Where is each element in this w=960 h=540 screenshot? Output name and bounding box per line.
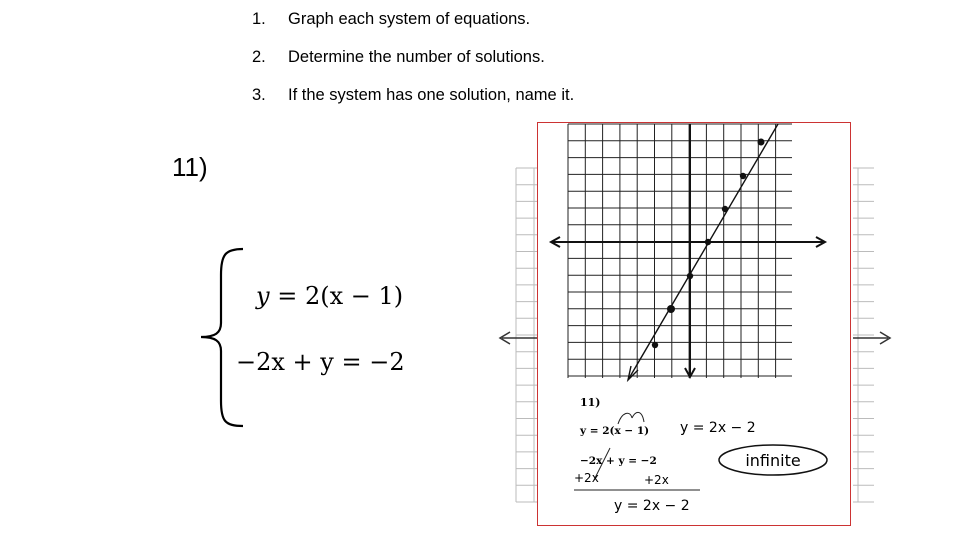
instruction-text: Graph each system of equations. — [288, 10, 531, 28]
equation-first — [256, 282, 403, 310]
problem-number: 11) — [172, 152, 208, 182]
worked-step-3-right: +2x — [644, 473, 669, 487]
equation-second-rhs: = −2 — [341, 348, 405, 376]
worked-result: y = 2x − 2 — [614, 498, 690, 514]
instruction-item — [252, 48, 574, 86]
worked-answer: infinite — [745, 451, 801, 470]
worked-step-3-left: +2x — [574, 471, 599, 485]
worked-step-1: y = 2(x − 1) — [580, 425, 650, 437]
instruction-text: If the system has one solution, name it. — [288, 86, 575, 104]
system-brace-icon — [195, 245, 245, 430]
instruction-number: 1. — [252, 10, 266, 28]
equation-second-lhs: −2x + y — [236, 348, 334, 376]
equation-first-rhs: = 2(x − 1) — [277, 282, 404, 310]
instruction-text: Determine the number of solutions. — [288, 48, 545, 66]
instruction-item — [252, 10, 574, 48]
worked-problem-label: 11) — [580, 396, 601, 409]
worked-slope-intercept: y = 2x − 2 — [680, 420, 756, 436]
scanned-solution-frame — [537, 122, 851, 526]
instruction-number: 3. — [252, 86, 266, 104]
instruction-list — [252, 10, 574, 124]
equation-first-lhs: y — [256, 282, 270, 310]
equation-second — [236, 348, 405, 376]
worked-step-2: −2x + y = −2 — [580, 455, 657, 467]
instruction-number: 2. — [252, 48, 266, 66]
